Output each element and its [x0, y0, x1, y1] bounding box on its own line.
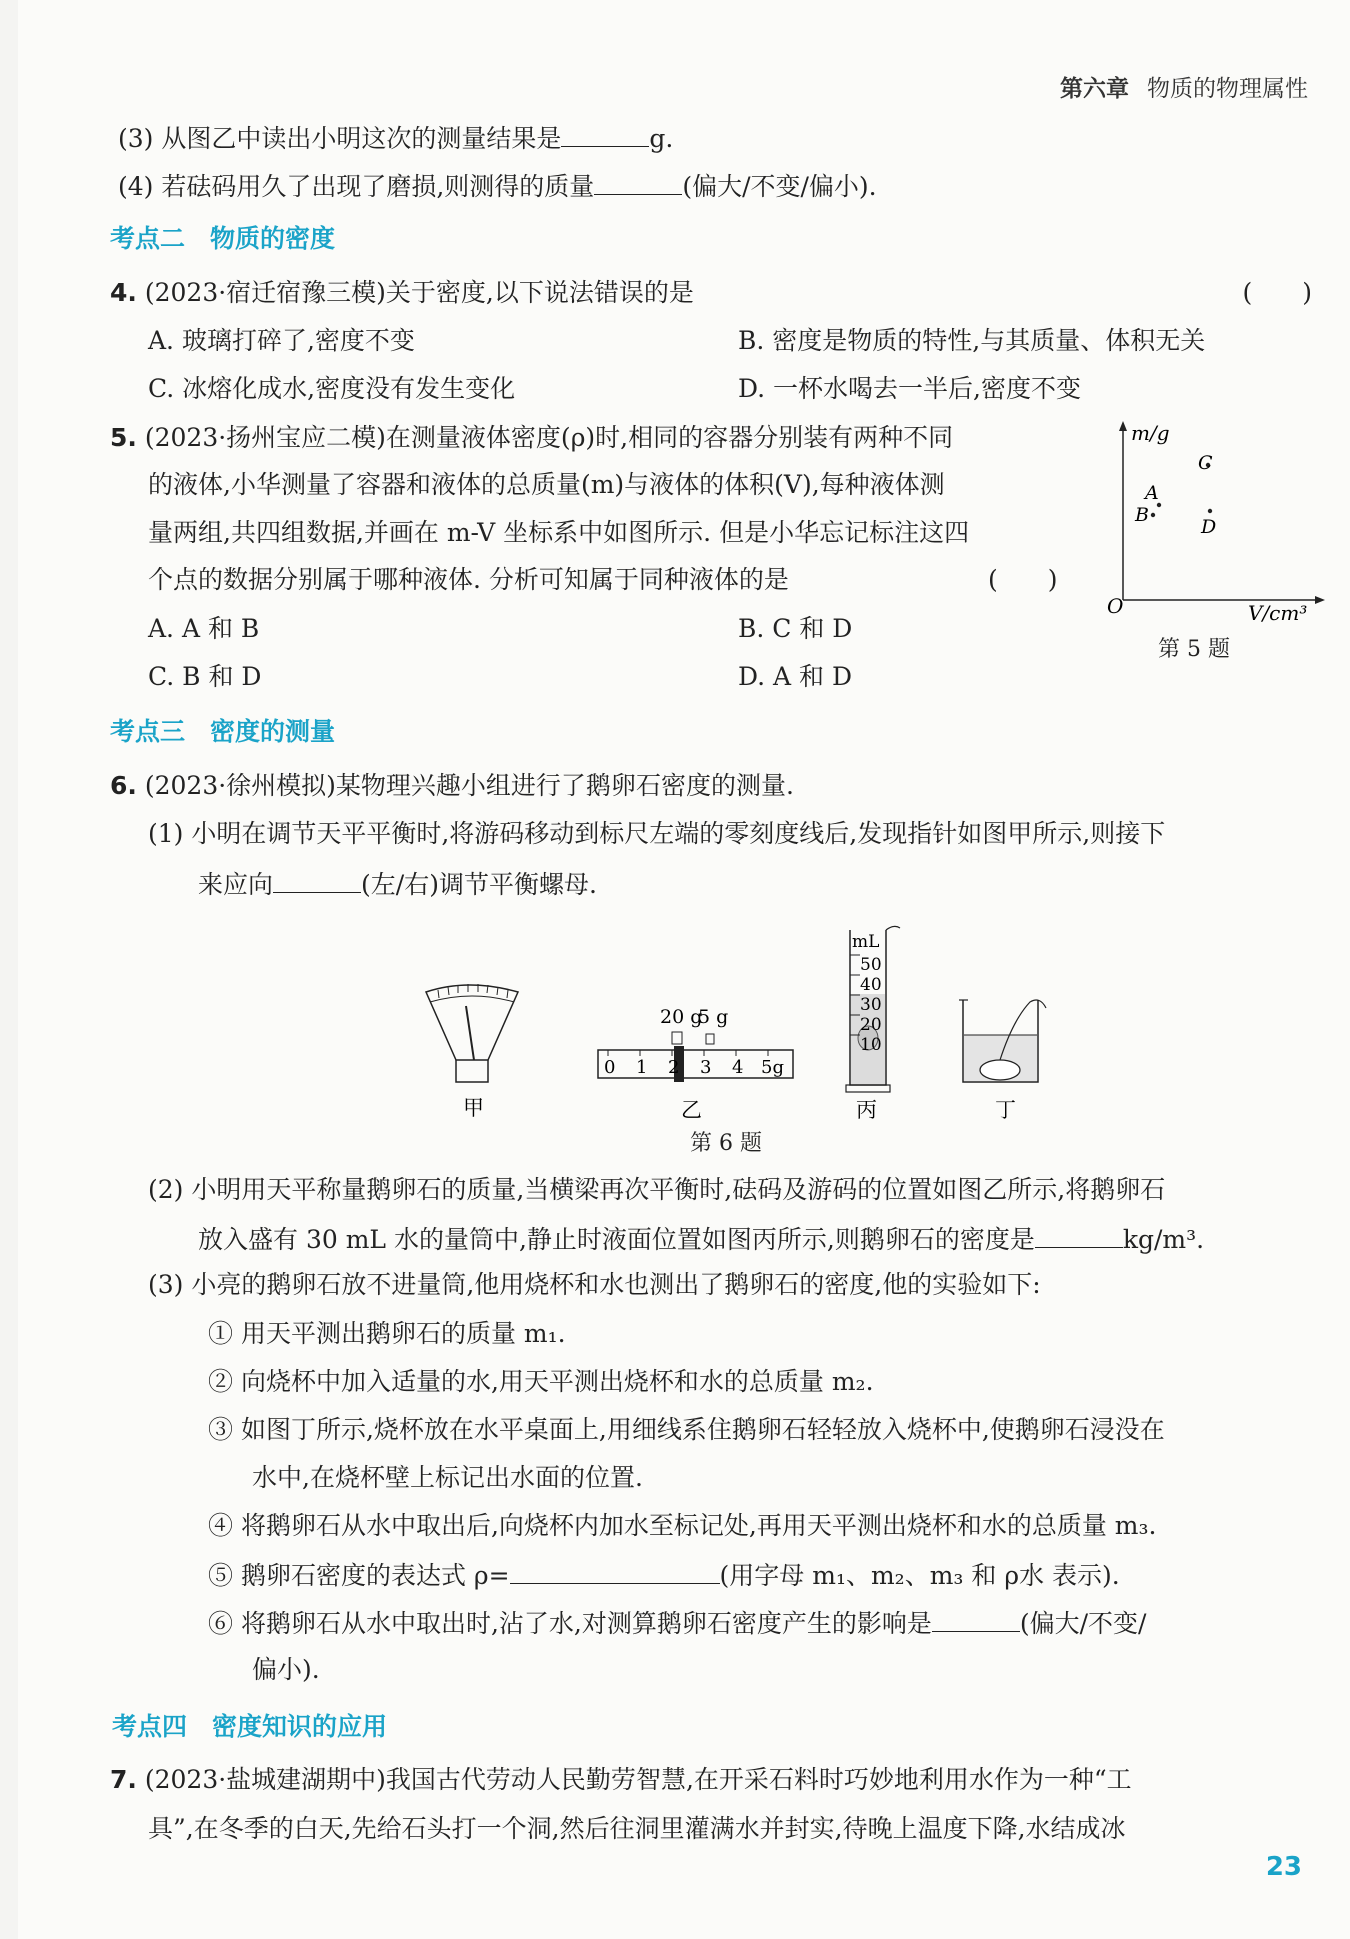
svg-text:20: 20 [860, 1015, 882, 1035]
question-6-part1-cont: 来应向 (左/右)调节平衡螺母. [198, 866, 597, 902]
svg-text:4: 4 [732, 1057, 744, 1078]
svg-text:mL: mL [852, 932, 880, 952]
figure-ding-beaker [959, 1000, 1046, 1082]
option-a: A. 玻璃打碎了,密度不变 [148, 326, 415, 355]
label-bing: 丙 [856, 1098, 877, 1122]
svg-text:30: 30 [860, 995, 882, 1015]
question-number: 5. [110, 423, 137, 452]
question-6-part2-cont: 放入盛有 30 mL 水的量筒中,静止时液面位置如图丙所示,则鹅卵石的密度是 kg/m³. [198, 1221, 1204, 1257]
svg-text:10: 10 [860, 1035, 882, 1055]
question-number: 4. [110, 278, 137, 307]
step-1: ① 用天平测出鹅卵石的质量 m₁. [208, 1319, 566, 1348]
question-6-part1: (1) 小明在调节天平平衡时,将游码移动到标尺左端的零刻度线后,发现指针如图甲所示,则接下 [148, 819, 1166, 848]
svg-text:3: 3 [700, 1057, 712, 1078]
weight-5g: 5 g [698, 1006, 729, 1028]
label-b: B [1135, 504, 1149, 526]
question-number: 6. [110, 771, 137, 800]
y-axis-label: m/g [1131, 421, 1170, 445]
step-6: ⑥ 将鹅卵石从水中取出时,沾了水,对测算鹅卵石密度产生的影响是 (偏大/不变/ [208, 1605, 1146, 1641]
question-5-stem: 5. (2023·扬州宝应二模)在测量液体密度(ρ)时,相同的容器分别装有两种不同 [110, 423, 954, 452]
label-yi: 乙 [681, 1098, 702, 1122]
svg-text:5g: 5g [761, 1057, 784, 1078]
label-d: D [1201, 516, 1217, 538]
question-5-line: 量两组,共四组数据,并画在 m-V 坐标系中如图所示. 但是小华忘记标注这四 [148, 518, 970, 547]
step-4: ④ 将鹅卵石从水中取出后,向烧杯内加水至标记处,再用天平测出烧杯和水的总质量 m₃. [208, 1511, 1157, 1540]
weight-20g: 20 g [660, 1006, 703, 1028]
section-heading-4: 考点四 密度知识的应用 [112, 1712, 388, 1741]
svg-text:1: 1 [636, 1057, 648, 1078]
step-3-cont: 水中,在烧杯壁上标记出水面的位置. [252, 1463, 643, 1492]
question-6-part3: (3) 小亮的鹅卵石放不进量筒,他用烧杯和水也测出了鹅卵石的密度,他的实验如下: [148, 1270, 1041, 1299]
q3-part3: (3) 从图乙中读出小明这次的测量结果是 g. [118, 120, 673, 156]
figure-6-caption: 第 6 题 [690, 1131, 762, 1156]
figure-5-caption: 第 5 题 [1158, 637, 1230, 662]
point-d [1208, 509, 1212, 513]
option-d: D. A 和 D [738, 662, 853, 691]
answer-blank[interactable] [932, 1605, 1020, 1632]
answer-bracket: ( ) [1242, 278, 1312, 307]
section-heading-3: 考点三 密度的测量 [110, 717, 336, 746]
point-b [1151, 513, 1155, 517]
chapter-label: 第六章 [1060, 76, 1129, 102]
question-5-line: 个点的数据分别属于哪种液体. 分析可知属于同种液体的是 [148, 565, 789, 594]
label-jia: 甲 [463, 1096, 484, 1120]
step-2: ② 向烧杯中加入适量的水,用天平测出烧杯和水的总质量 m₂. [208, 1367, 874, 1396]
question-6-part2: (2) 小明用天平称量鹅卵石的质量,当横梁再次平衡时,砝码及游码的位置如图乙所示,将鹅卵石 [148, 1175, 1166, 1204]
page-number: 23 [1265, 1852, 1302, 1882]
option-b: B. 密度是物质的特性,与其质量、体积无关 [738, 326, 1206, 355]
figure-bing-measuring-cylinder [846, 926, 900, 1092]
chapter-title: 物质的物理属性 [1147, 76, 1308, 102]
svg-text:50: 50 [860, 955, 882, 975]
step-3: ③ 如图丁所示,烧杯放在水平桌面上,用细线系住鹅卵石轻轻放入烧杯中,使鹅卵石浸没在 [208, 1415, 1165, 1444]
option-b: B. C 和 D [738, 614, 853, 643]
svg-text:40: 40 [860, 975, 882, 995]
svg-text:0: 0 [604, 1057, 616, 1078]
answer-blank[interactable] [561, 120, 649, 147]
answer-blank[interactable] [594, 168, 682, 195]
option-a: A. A 和 B [148, 614, 260, 643]
svg-text:2: 2 [668, 1057, 680, 1078]
label-c: C [1198, 452, 1213, 474]
figure-yi-balance-scale [598, 1006, 793, 1082]
chapter-header [1060, 70, 1308, 103]
answer-blank[interactable] [510, 1557, 720, 1584]
label-ding: 丁 [995, 1098, 1016, 1122]
page [18, 0, 1350, 1939]
figure-jia-pointer-dial [426, 984, 518, 1082]
question-6-stem: 6. (2023·徐州模拟)某物理兴趣小组进行了鹅卵石密度的测量. [110, 771, 794, 800]
x-axis-label: V/cm³ [1248, 601, 1308, 625]
question-4-stem: 4. (2023·宿迁宿豫三模)关于密度,以下说法错误的是 [110, 278, 694, 307]
label-a: A [1145, 482, 1159, 504]
answer-bracket: ( ) [988, 565, 1058, 594]
answer-blank[interactable] [273, 866, 361, 893]
step-5: ⑤ 鹅卵石密度的表达式 ρ= (用字母 m₁、m₂、m₃ 和 ρ水 表示). [208, 1557, 1120, 1593]
option-c: C. B 和 D [148, 662, 262, 691]
section-heading-2: 考点二 物质的密度 [110, 224, 336, 253]
origin-label: O [1107, 594, 1124, 618]
question-number: 7. [110, 1765, 137, 1794]
question-7-stem: 7. (2023·盐城建湖期中)我国古代劳动人民勤劳智慧,在开采石料时巧妙地利用水作为一种“工 [110, 1765, 1132, 1794]
step-6-cont: 偏小). [252, 1655, 320, 1684]
figure-5-graph [1093, 415, 1333, 625]
answer-blank[interactable] [1035, 1221, 1123, 1248]
option-d: D. 一杯水喝去一半后,密度不变 [738, 374, 1081, 403]
question-7-line: 具”,在冬季的白天,先给石头打一个洞,然后往洞里灌满水并封实,待晚上温度下降,水结成冰 [148, 1814, 1126, 1843]
figure-6 [408, 910, 1068, 1130]
question-5-line: 的液体,小华测量了容器和液体的总质量(m)与液体的体积(V),每种液体测 [148, 470, 945, 499]
option-c: C. 冰熔化成水,密度没有发生变化 [148, 374, 516, 403]
q3-part4: (4) 若砝码用久了出现了磨损,则测得的质量 (偏大/不变/偏小). [118, 168, 877, 204]
